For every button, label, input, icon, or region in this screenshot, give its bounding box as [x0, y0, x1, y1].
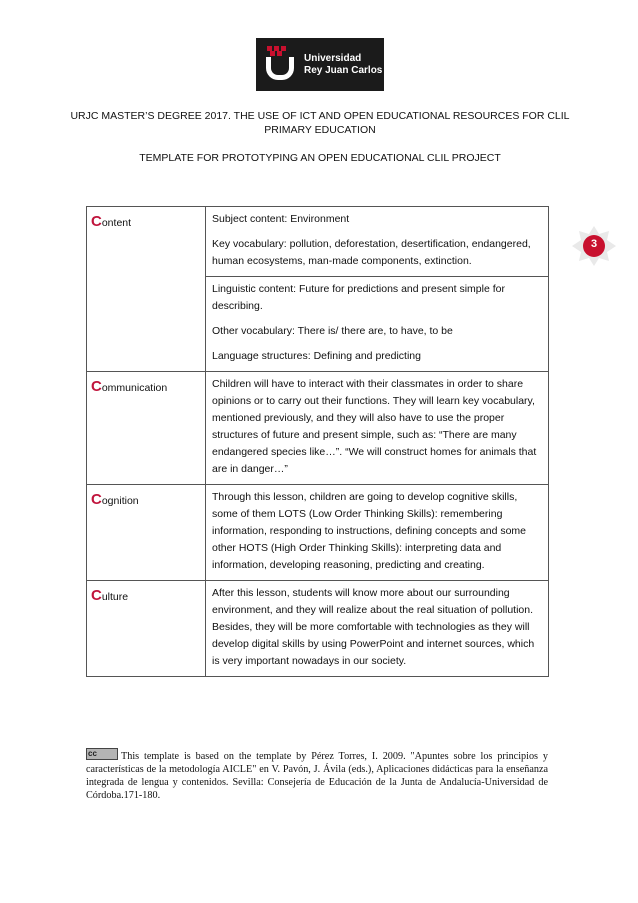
table-row — [87, 581, 549, 677]
footer-note — [86, 748, 548, 802]
creative-commons-icon — [86, 748, 118, 760]
page-number: 3 — [590, 238, 598, 250]
university-logo — [256, 38, 384, 91]
urjc-emblem-icon — [264, 45, 294, 85]
row-label-rest: ontent — [101, 217, 132, 229]
content-paragraph: Other vocabulary: There is/ there are, to have, to be — [212, 325, 453, 337]
document-title-line-1: URJC MASTER’S DEGREE 2017. THE USE OF ICT AND OPEN EDUCATIONAL RESOURCES FOR CLIL — [70, 110, 570, 122]
logo-line-1: Universidad — [304, 52, 362, 64]
row-content-cell — [206, 485, 549, 581]
document-title-line-2: PRIMARY EDUCATION — [264, 124, 376, 136]
table-row — [87, 485, 549, 581]
row-label — [87, 485, 206, 581]
row-content-cell — [206, 277, 549, 372]
footer-text: This template is based on the template by Pérez Torres, I. 2009. "Apuntes sobre los principios y características de la metodología AICLE" en V. Pavón, J. Ávila (eds.), Aplicaciones didácticas para la enseñanza integrada de lengua y contenidos. Sevilla: Consejería de Educación de la Junta de Andalucía-Universidad de Córdoba.171-180. — [86, 751, 548, 801]
content-paragraph: Linguistic content: Future for predictions and present simple for describing. — [212, 283, 505, 312]
logo-line-2: Rey Juan Carlos — [304, 64, 383, 76]
row-label-initial: C — [91, 491, 102, 508]
row-label-rest: ulture — [101, 591, 129, 603]
row-content-cell — [206, 207, 549, 277]
logo-text — [304, 53, 382, 77]
content-paragraph: Key vocabulary: pollution, deforestation, desertification, endangered, human ecosystems, man-made components, extinction. — [212, 238, 531, 267]
row-content-cell — [206, 372, 549, 485]
row-label-rest: ognition — [101, 495, 139, 507]
content-paragraph: Through this lesson, children are going to develop cognitive skills, some of them LOTS (Low Order Thinking Skills): remembering information, responding to instructions, defining concepts and some other HOTS (High Order Thinking Skills): interpreting data and information, developing reasoning, predicting and creating. — [212, 491, 527, 571]
row-label — [87, 581, 206, 677]
table-row — [87, 372, 549, 485]
content-paragraph: After this lesson, students will know more about our surrounding environment, and they will realize about the real situation of pollution. Besides, they will be more comfortable with technologies as they will develop digital skills by using PowerPoint and internet sources, which is very important nowadays in our society. — [212, 587, 535, 667]
row-label — [87, 207, 206, 372]
content-paragraph: Children will have to interact with their classmates in order to share opinions or to carry out their functions. They will learn key vocabulary, mentioned previously, and they will also have to use the proper structures of future and present simple, such as: “There are many endangered species like…”. “We will construct homes for animals that are in danger…” — [212, 378, 537, 475]
page-number-badge — [572, 226, 616, 266]
table-row — [87, 207, 549, 277]
row-label-initial: C — [91, 587, 102, 604]
row-label-initial: C — [91, 213, 102, 230]
clil-4cs-table — [86, 206, 549, 677]
row-content-cell — [206, 581, 549, 677]
row-label-initial: C — [91, 378, 102, 395]
content-paragraph: Language structures: Defining and predicting — [212, 350, 421, 362]
row-label — [87, 372, 206, 485]
template-title: TEMPLATE FOR PROTOTYPING AN OPEN EDUCATIONAL CLIL PROJECT — [139, 152, 501, 164]
row-label-rest: ommunication — [101, 382, 168, 394]
content-paragraph: Subject content: Environment — [212, 213, 350, 225]
